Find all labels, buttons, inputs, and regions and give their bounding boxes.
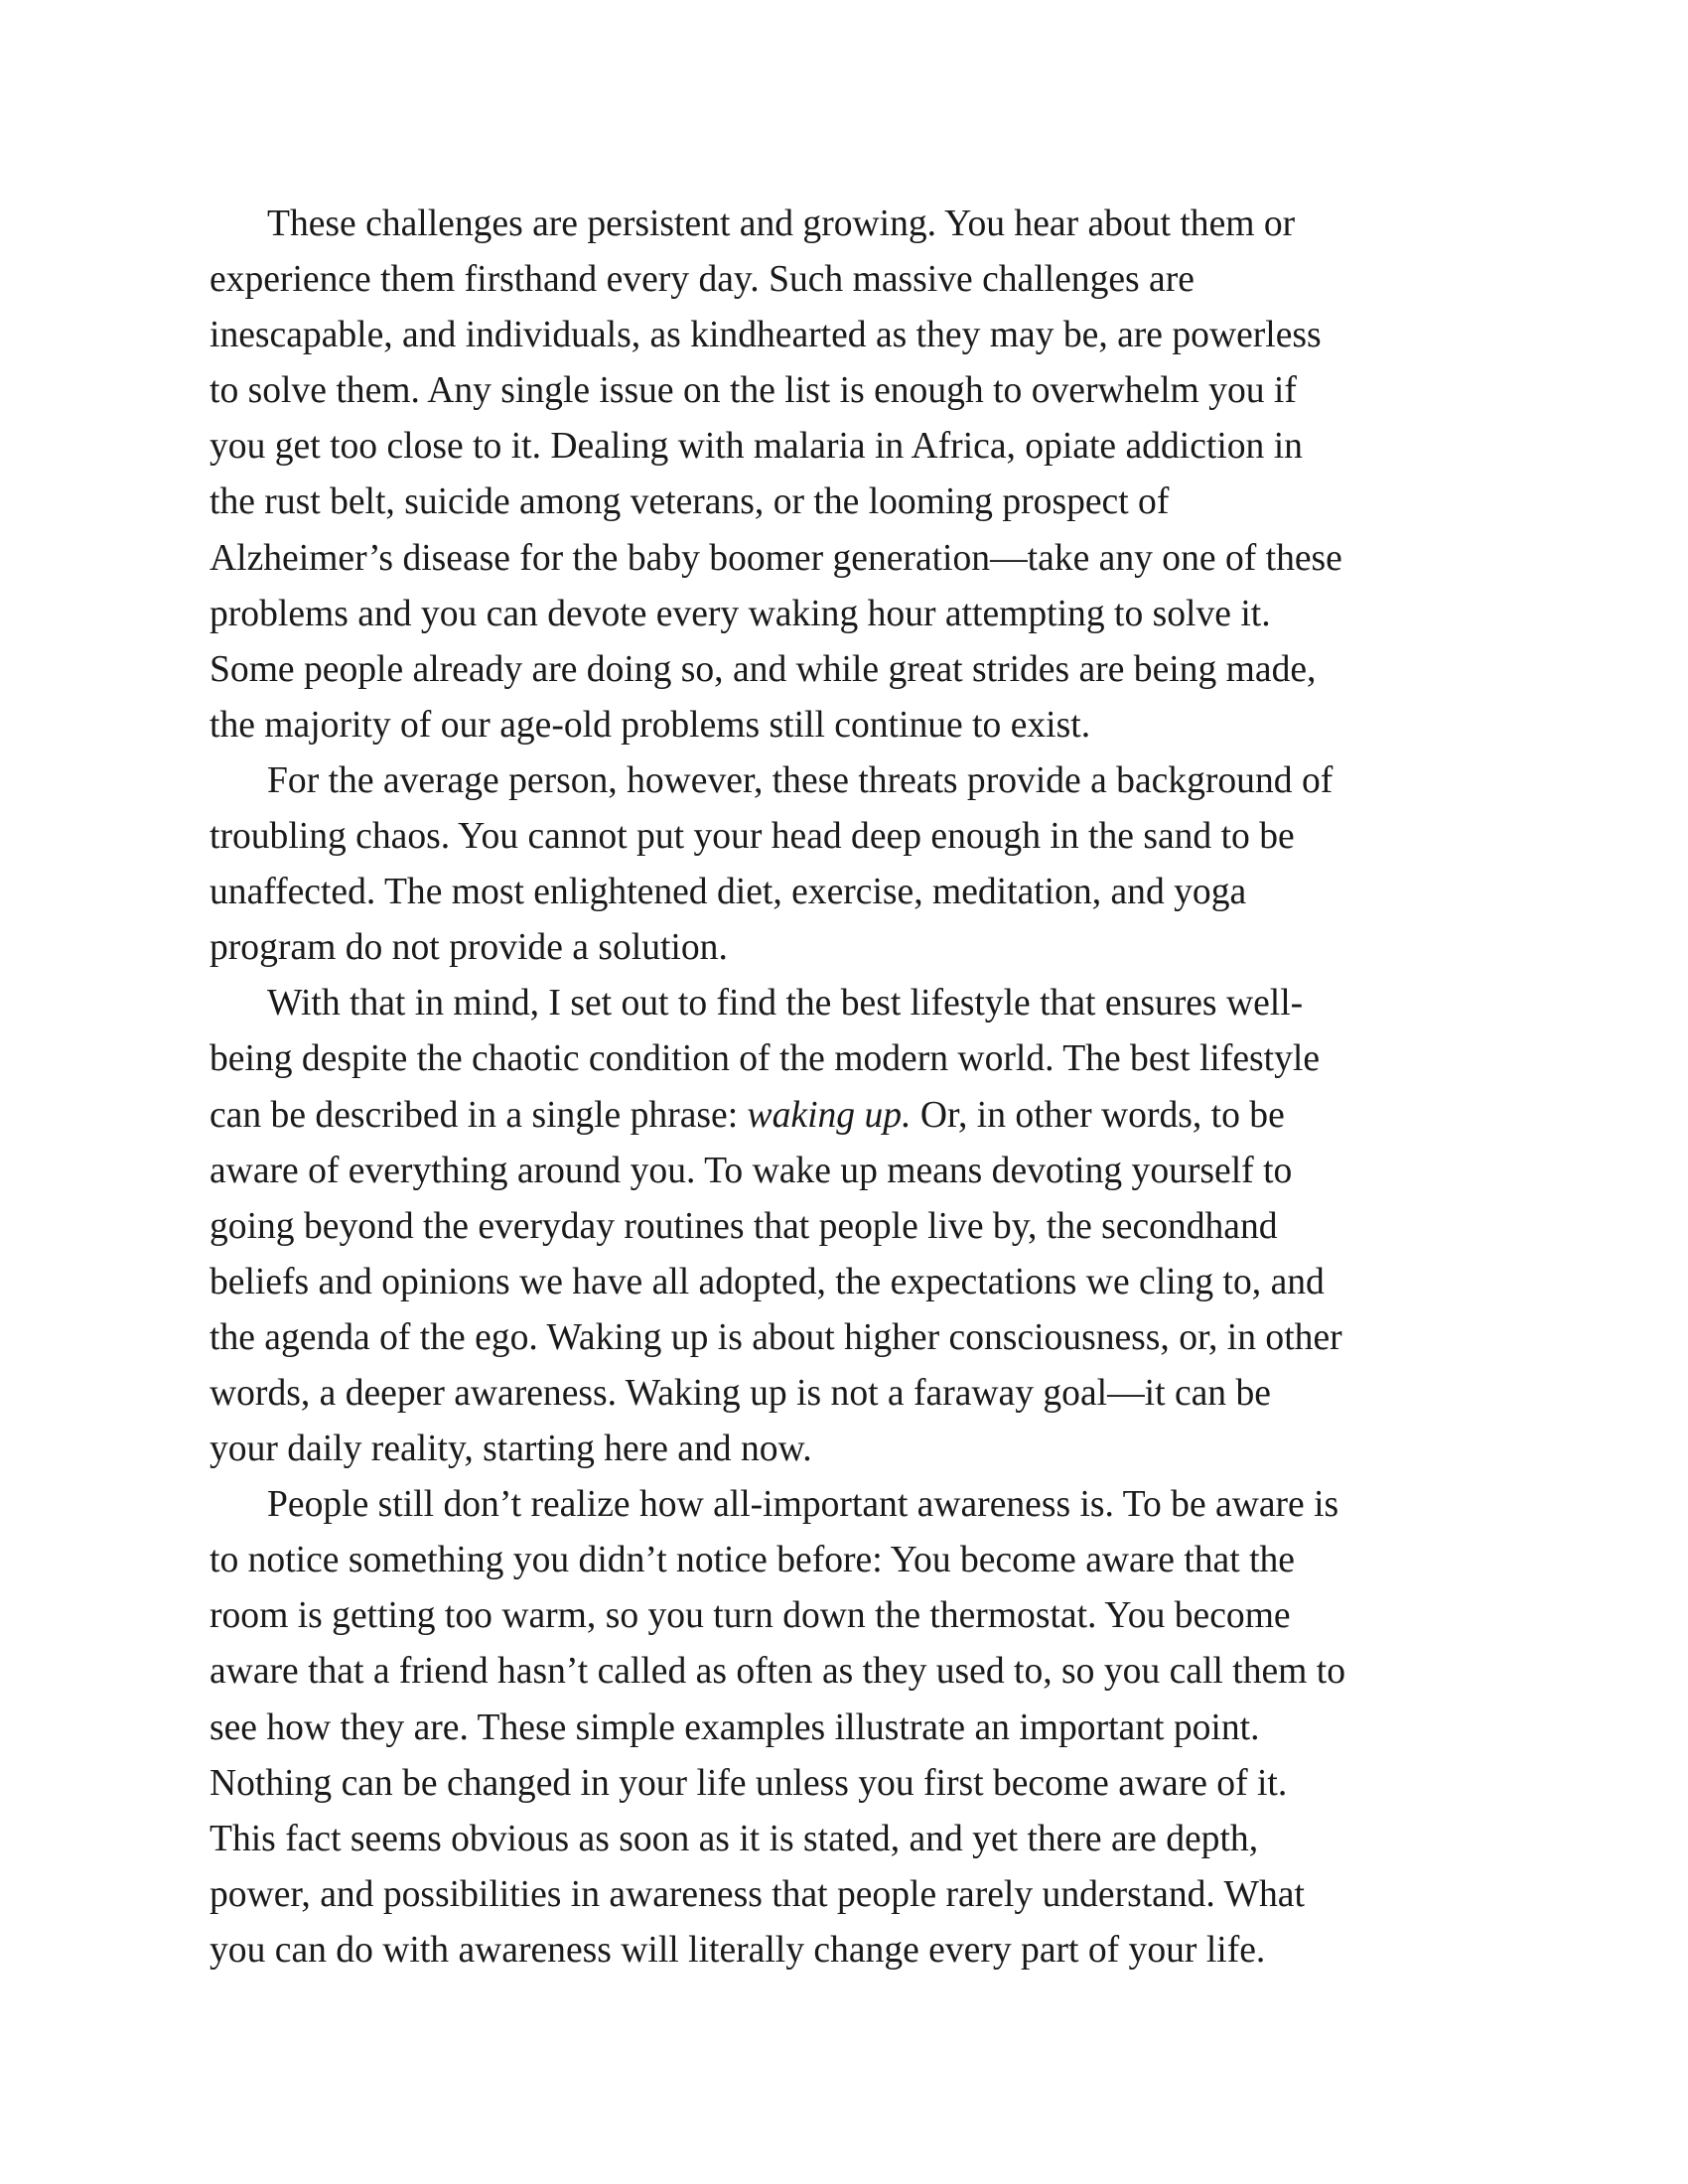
text-line: see how they are. These simple examples illustrate an important point. bbox=[210, 1706, 1260, 1748]
text-line: Some people already are doing so, and while great strides are being made, bbox=[210, 648, 1317, 690]
text-line: you can do with awareness will literally change every part of your life. bbox=[210, 1929, 1266, 1971]
text-line: your daily reality, starting here and now. bbox=[210, 1429, 812, 1470]
text-line: aware of everything around you. To wake up means devoting yourself to bbox=[210, 1150, 1293, 1191]
text-line: being despite the chaotic condition of the modern world. The best lifestyle bbox=[210, 1038, 1321, 1080]
text-line: words, a deeper awareness. Waking up is not a faraway goal—it can be bbox=[210, 1372, 1271, 1414]
text-line: Nothing can be changed in your life unless you first become aware of it. bbox=[210, 1762, 1288, 1804]
paragraph bbox=[210, 753, 1500, 976]
text-line: With that in mind, I set out to find the best lifestyle that ensures well- bbox=[267, 983, 1304, 1024]
text-span: Or, in other words, to be bbox=[911, 1094, 1285, 1136]
page-body bbox=[210, 197, 1500, 1979]
text-line: Alzheimer’s disease for the baby boomer generation—take any one of these bbox=[210, 537, 1342, 579]
text-line: For the average person, however, these threats provide a background of bbox=[267, 759, 1334, 801]
emphasized-phrase: waking up. bbox=[747, 1094, 912, 1136]
text-line: going beyond the everyday routines that people live by, the secondhand bbox=[210, 1205, 1278, 1247]
text-line: unaffected. The most enlightened diet, exercise, meditation, and yoga bbox=[210, 872, 1247, 913]
text-line: problems and you can devote every waking hour attempting to solve it. bbox=[210, 593, 1271, 634]
text-line: People still don’t realize how all-important awareness is. To be aware is bbox=[267, 1484, 1339, 1526]
text-line: room is getting too warm, so you turn down the thermostat. You become bbox=[210, 1595, 1291, 1637]
text-line: experience them firsthand every day. Such massive challenges are bbox=[210, 259, 1195, 301]
text-line: beliefs and opinions we have all adopted, the expectations we cling to, and bbox=[210, 1261, 1325, 1302]
text-line: aware that a friend hasn’t called as often as they used to, so you call them to bbox=[210, 1651, 1346, 1693]
text-line: These challenges are persistent and growing. You hear about them or bbox=[267, 204, 1296, 244]
paragraph bbox=[210, 976, 1500, 1477]
text-line: This fact seems obvious as soon as it is stated, and yet there are depth, bbox=[210, 1818, 1259, 1859]
text-line: troubling chaos. You cannot put your head deep enough in the sand to be bbox=[210, 816, 1295, 858]
text-line: you get too close to it. Dealing with malaria in Africa, opiate addiction in bbox=[210, 426, 1303, 468]
paragraph bbox=[210, 1477, 1500, 1979]
text-span: can be described in a single phrase: bbox=[210, 1094, 748, 1136]
text-line: the agenda of the ego. Waking up is about higher consciousness, or, in other bbox=[210, 1316, 1342, 1358]
text-line: power, and possibilities in awareness that people rarely understand. What bbox=[210, 1873, 1305, 1915]
text-line: inescapable, and individuals, as kindhearted as they may be, are powerless bbox=[210, 315, 1322, 356]
paragraph bbox=[210, 197, 1500, 753]
text-line bbox=[210, 1088, 1500, 1144]
text-line: the majority of our age-old problems still continue to exist. bbox=[210, 704, 1091, 746]
text-line: program do not provide a solution. bbox=[210, 927, 728, 969]
text-line: to solve them. Any single issue on the list is enough to overwhelm you if bbox=[210, 370, 1297, 412]
text-line: the rust belt, suicide among veterans, or the looming prospect of bbox=[210, 481, 1170, 523]
text-line: to notice something you didn’t notice before: You become aware that the bbox=[210, 1540, 1295, 1581]
